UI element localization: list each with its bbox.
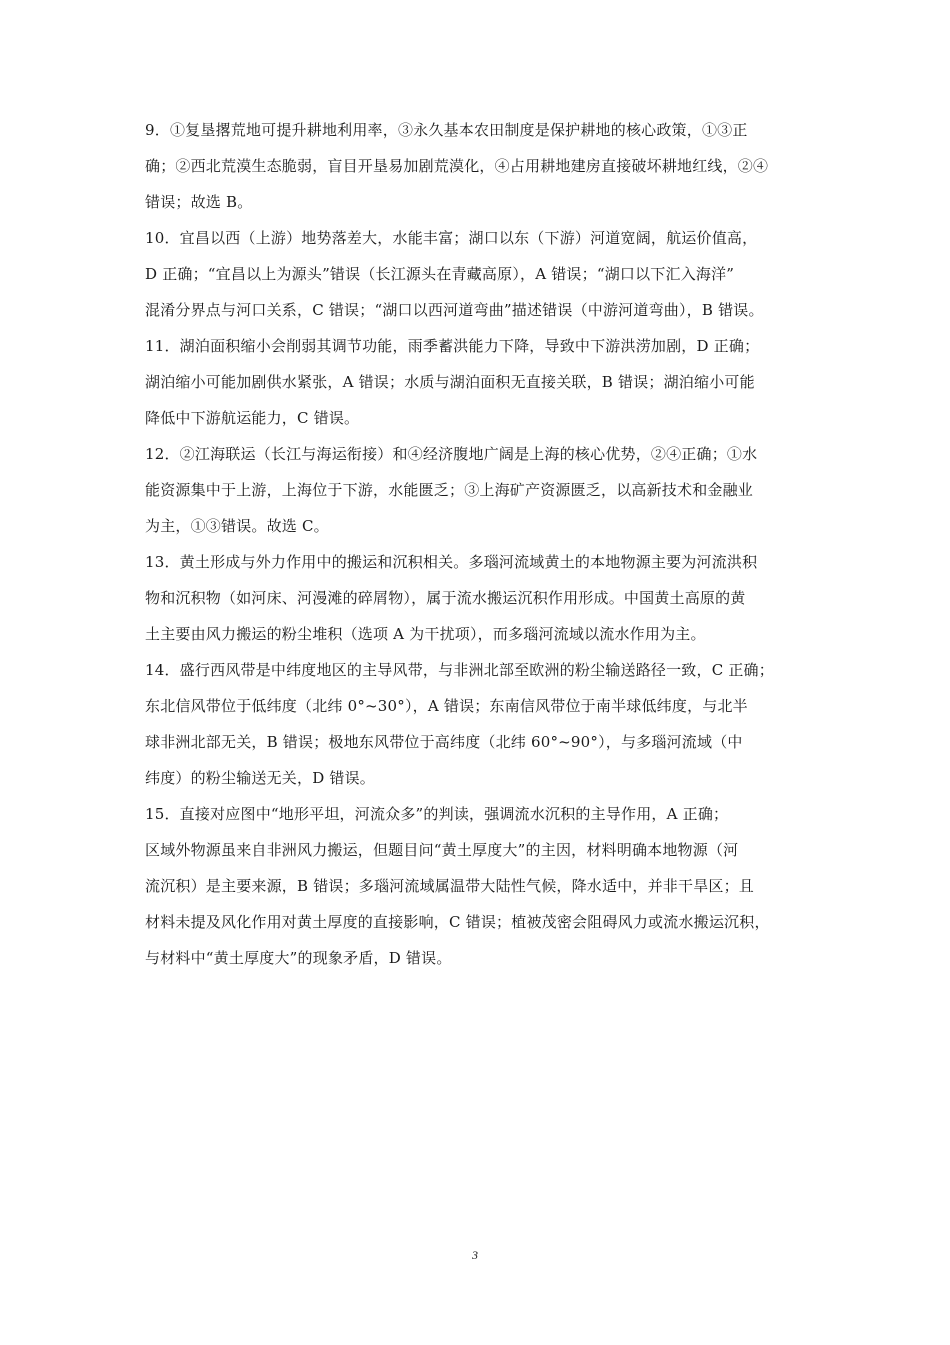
answer-line: 10．宜昌以西（上游）地势落差大，水能丰富；湖口以东（下游）河道宽阔，航运价值高， — [145, 229, 758, 247]
page-number: 3 — [472, 1248, 478, 1262]
answer-12 — [145, 444, 825, 536]
answer-11 — [145, 336, 825, 428]
answer-line: 9．①复垦撂荒地可提升耕地利用率，③永久基本农田制度是保护耕地的核心政策，①③正 — [145, 121, 748, 139]
answer-line: 材料未提及风化作用对黄土厚度的直接影响，C 错误；植被茂密会阻碍风力或流水搬运沉积， — [145, 913, 770, 931]
answer-line: 12．②江海联运（长江与海运衔接）和④经济腹地广阔是上海的核心优势，②④正确；①水 — [145, 445, 758, 463]
answer-line: 流沉积）是主要来源，B 错误；多瑙河流域属温带大陆性气候，降水适中，并非干旱区；且 — [145, 877, 754, 895]
answer-line: 确；②西北荒漠生态脆弱，盲目开垦易加剧荒漠化，④占用耕地建房直接破坏耕地红线，②④ — [145, 157, 769, 175]
answer-10 — [145, 228, 825, 320]
answer-line: D 正确；“宜昌以上为源头”错误（长江源头在青藏高原），A 错误；“湖口以下汇入海洋” — [145, 265, 735, 283]
answer-14 — [145, 660, 825, 788]
answer-line: 13．黄土形成与外力作用中的搬运和沉积相关。多瑙河流域黄土的本地物源主要为河流洪积 — [145, 553, 758, 571]
answer-line: 为主，①③错误。故选 C。 — [145, 517, 329, 535]
answer-13 — [145, 552, 825, 644]
answer-line: 东北信风带位于低纬度（北纬 0°~30°），A 错误；东南信风带位于南半球低纬度，与北半 — [145, 697, 748, 715]
answer-line: 土主要由风力搬运的粉尘堆积（选项 A 为干扰项），而多瑙河流域以流水作用为主。 — [145, 625, 706, 643]
answer-line: 纬度）的粉尘输送无关，D 错误。 — [145, 769, 375, 787]
answer-line: 能资源集中于上游，上海位于下游，水能匮乏；③上海矿产资源匮乏，以高新技术和金融业 — [145, 481, 754, 499]
answer-line: 区域外物源虽来自非洲风力搬运，但题目问“黄土厚度大”的主因，材料明确本地物源（河 — [145, 841, 739, 859]
answer-line: 混淆分界点与河口关系，C 错误；“湖口以西河道弯曲”描述错误（中游河道弯曲），B 错误。 — [145, 301, 764, 319]
answer-line: 与材料中“黄土厚度大”的现象矛盾，D 错误。 — [145, 949, 452, 967]
answer-line: 降低中下游航运能力，C 错误。 — [145, 409, 360, 427]
answer-9 — [145, 120, 825, 212]
answer-line: 11．湖泊面积缩小会削弱其调节功能，雨季蓄洪能力下降，导致中下游洪涝加剧，D 正确； — [145, 337, 760, 355]
answer-line: 14．盛行西风带是中纬度地区的主导风带，与非洲北部至欧洲的粉尘输送路径一致，C 正确； — [145, 661, 774, 679]
answer-line: 15．直接对应图中“地形平坦，河流众多”的判读，强调流水沉积的主导作用，A 正确； — [145, 805, 729, 823]
answer-15 — [145, 804, 825, 968]
answer-line: 球非洲北部无关，B 错误；极地东风带位于高纬度（北纬 60°~90°），与多瑙河流域（中 — [145, 733, 743, 751]
answer-explanations — [145, 120, 825, 984]
answer-line: 湖泊缩小可能加剧供水紧张，A 错误；水质与湖泊面积无直接关联，B 错误；湖泊缩小可能 — [145, 373, 755, 391]
answer-line: 错误；故选 B。 — [145, 193, 253, 211]
answer-line: 物和沉积物（如河床、河漫滩的碎屑物），属于流水搬运沉积作用形成。中国黄土高原的黄 — [145, 589, 746, 607]
